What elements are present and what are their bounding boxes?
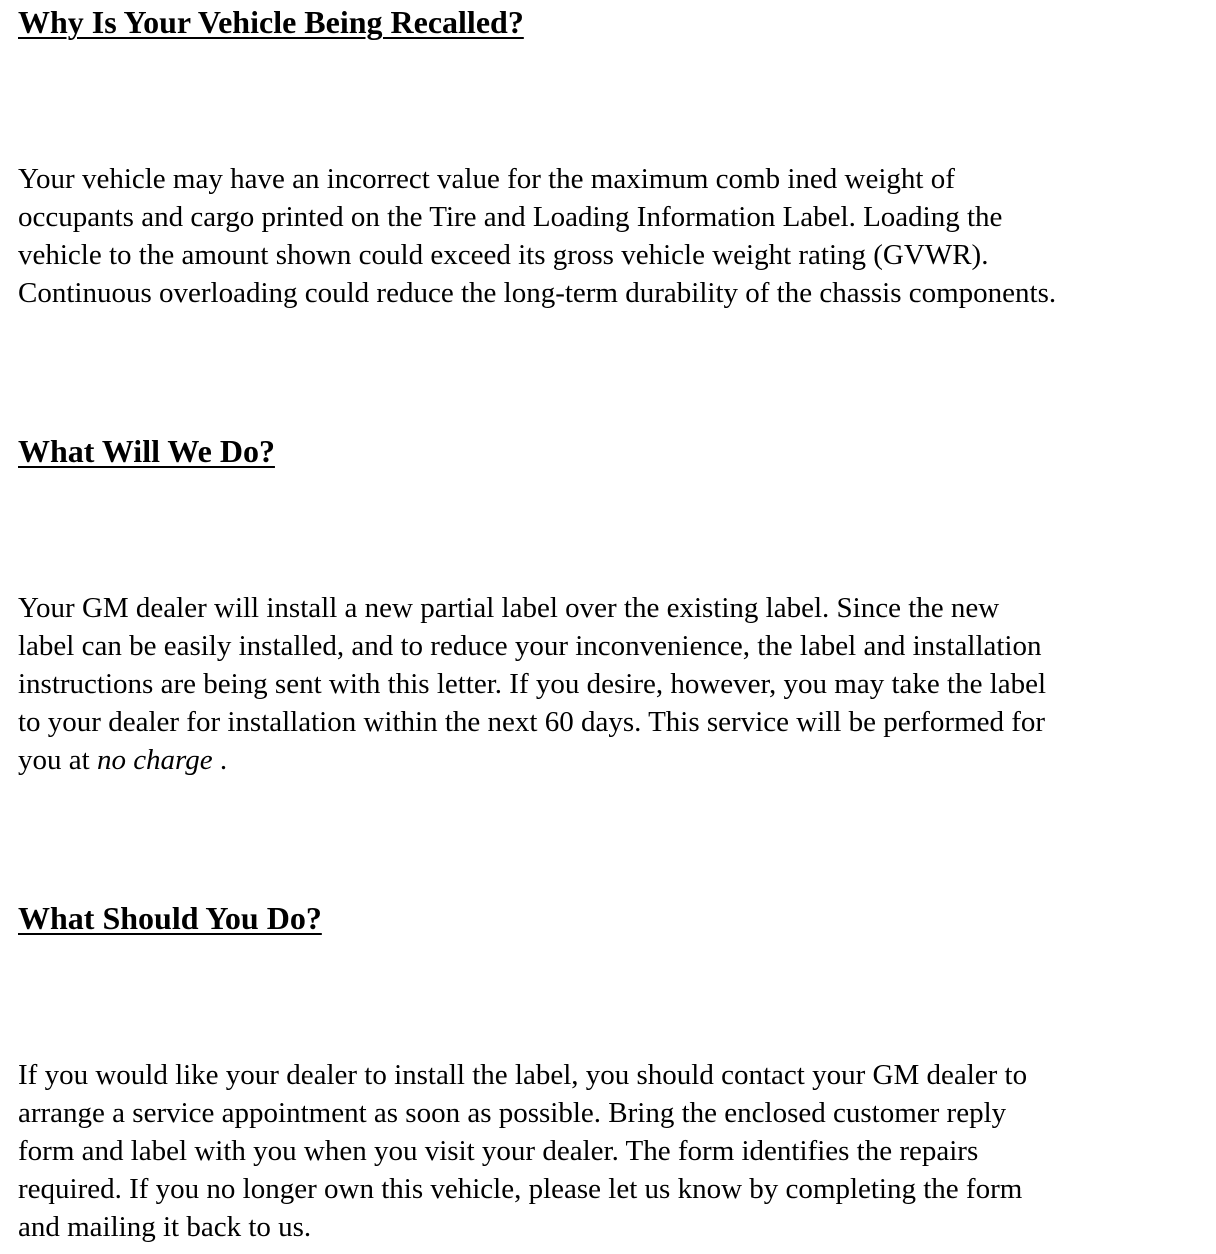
paragraph-what-should-you-do [18,1056,1027,1246]
section-heading-why-recalled: Why Is Your Vehicle Being Recalled? [18,4,524,40]
paragraph-line: arrange a service appointment as soon as possible. Bring the enclosed customer reply [18,1097,1007,1129]
paragraph-line: If you would like your dealer to install the label, you should contact your GM dealer to [18,1059,1028,1091]
paragraph-line: label can be easily installed, and to reduce your inconvenience, the label and installation [18,630,1042,662]
section-heading-what-will-we-do: What Will We Do? [18,433,275,469]
paragraph-line: vehicle to the amount shown could exceed its gross vehicle weight rating (GVWR). [18,239,989,271]
paragraph-line: Your GM dealer will install a new partial label over the existing label. Since the new [18,592,1000,624]
paragraph-what-will-we-do [18,589,1046,779]
no-charge-emphasis: no charge [96,744,213,776]
line-suffix: . [212,744,228,776]
paragraph-line [18,741,1046,779]
paragraph-line: to your dealer for installation within the next 60 days. This service will be performed for [18,706,1046,738]
paragraph-line: occupants and cargo printed on the Tire and Loading Information Label. Loading the [18,201,1003,233]
paragraph-line: Continuous overloading could reduce the long-term durability of the chassis components. [18,277,1057,309]
paragraph-line: form and label with you when you visit your dealer. The form identifies the repairs [18,1135,979,1167]
line-prefix: you at [18,744,97,776]
paragraph-why-recalled [18,160,1056,312]
section-heading-what-should-you-do: What Should You Do? [18,900,322,936]
paragraph-line: required. If you no longer own this vehicle, please let us know by completing the form [18,1173,1023,1205]
paragraph-line: and mailing it back to us. [18,1211,312,1243]
paragraph-line: instructions are being sent with this letter. If you desire, however, you may take the label [18,668,1047,700]
paragraph-line: Your vehicle may have an incorrect value for the maximum comb ined weight of [18,163,955,195]
